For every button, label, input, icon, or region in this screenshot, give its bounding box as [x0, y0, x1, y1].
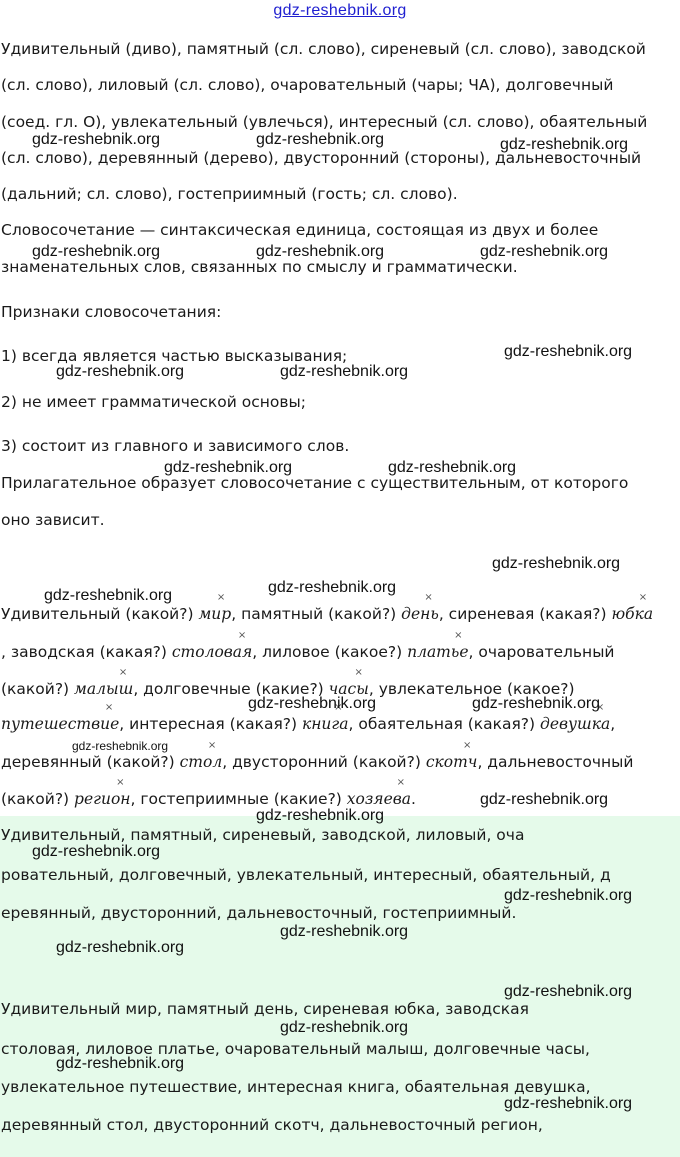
watermark: gdz-reshebnik.org: [280, 1019, 409, 1036]
noun-word: × юбка: [612, 605, 654, 623]
noun-word: × мир: [198, 605, 231, 623]
watermark: gdz-reshebnik.org: [500, 136, 629, 153]
noun-word: × регион: [74, 790, 130, 808]
definition-line-1: Словосочетание — синтаксическая единица, состоящая из двух и более: [1, 221, 599, 239]
watermark: gdz-reshebnik.org: [504, 343, 633, 360]
pair-line-3: (какой?) × малыш, долговечные (какие?) × часы, увлекательное (какое?): [1, 680, 575, 698]
block1-line-3: (соед. гл. О), увлекательный (увлечься), интересный (сл. слово), обаятельный: [1, 113, 648, 131]
watermark: gdz-reshebnik.org: [504, 1095, 633, 1112]
watermark: gdz-reshebnik.org: [164, 459, 293, 476]
answer1-line-2: ровательный, долговечный, увлекательный, интересный, обаятельный, д: [1, 866, 611, 884]
answer2-line-3: увлекательное путешествие, интересная книга, обаятельная девушка,: [1, 1078, 591, 1096]
block1-line-2: (сл. слово), лиловый (сл. слово), очаровательный (чары; ЧА), долговечный: [1, 76, 614, 94]
pair-line-4: × путешествие, интересная (какая?) × книга, обаятельная (какая?) × девушка,: [1, 715, 615, 733]
watermark: gdz-reshebnik.org: [504, 887, 633, 904]
pair-line-6: (какой?) × регион, гостеприимные (какие?) × хозяева.: [1, 790, 416, 808]
watermark: gdz-reshebnik.org: [504, 983, 633, 1000]
answer1-line-1: Удивительный, памятный, сиреневый, заводской, лиловый, оча: [1, 826, 525, 844]
answer2-line-1: Удивительный мир, памятный день, сиреневая юбка, заводская: [1, 1000, 529, 1018]
adj-note-line-2: оно зависит.: [1, 511, 105, 529]
answer1-line-3: еревянный, двусторонний, дальневосточный, гостеприимный.: [1, 904, 517, 922]
signs-title: Признаки словосочетания:: [1, 303, 222, 321]
watermark: gdz-reshebnik.org: [280, 363, 409, 380]
site-link[interactable]: gdz-reshebnik.org: [273, 2, 407, 19]
answer2-line-4: деревянный стол, двусторонний скотч, дальневосточный регион,: [1, 1116, 543, 1134]
noun-word: × малыш: [74, 680, 133, 698]
pair-line-5: деревянный (какой?) × стол, двусторонний (какой?) × скотч, дальневосточный: [1, 753, 633, 771]
adj-note-line-1: Прилагательное образует словосочетание с существительным, от которого: [1, 474, 629, 492]
watermark: gdz-reshebnik.org: [268, 579, 397, 596]
watermark: gdz-reshebnik.org: [480, 243, 609, 260]
noun-word: × хозяева: [347, 790, 411, 808]
watermark: gdz-reshebnik.org: [44, 587, 173, 604]
watermark: gdz-reshebnik.org: [56, 939, 185, 956]
watermark: gdz-reshebnik.org: [72, 739, 169, 753]
watermark: gdz-reshebnik.org: [256, 131, 385, 148]
noun-word: × столовая: [172, 643, 252, 661]
watermark: gdz-reshebnik.org: [56, 1055, 185, 1072]
noun-word: × часы: [329, 680, 369, 698]
definition-line-2: знаменательных слов, связанных по смыслу и грамматически.: [1, 258, 518, 276]
noun-word: × путешествие: [1, 715, 119, 733]
block1-line-4: (сл. слово), деревянный (дерево), двусторонний (стороны), дальневосточный: [1, 149, 642, 167]
watermark: gdz-reshebnik.org: [32, 243, 161, 260]
sign-1: 1) всегда является частью высказывания;: [1, 347, 348, 365]
answer2-line-2: столовая, лиловое платье, очаровательный малыш, долговечные часы,: [1, 1040, 590, 1058]
watermark: gdz-reshebnik.org: [472, 695, 601, 712]
noun-word: × скотч: [426, 753, 478, 771]
watermark: gdz-reshebnik.org: [480, 791, 609, 808]
block1-line-5: (дальний; сл. слово), гостеприимный (гость; сл. слово).: [1, 185, 458, 203]
pair-line-2: , заводская (какая?) × столовая, лиловое (какое?) × платье, очаровательный: [1, 643, 615, 661]
sign-3: 3) состоит из главного и зависимого слов.: [1, 437, 350, 455]
watermark: gdz-reshebnik.org: [280, 923, 409, 940]
noun-word: × платье: [407, 643, 468, 661]
watermark: gdz-reshebnik.org: [256, 807, 385, 824]
sign-2: 2) не имеет грамматической основы;: [1, 393, 306, 411]
watermark: gdz-reshebnik.org: [32, 131, 161, 148]
watermark: gdz-reshebnik.org: [388, 459, 517, 476]
watermark: gdz-reshebnik.org: [32, 843, 161, 860]
block1-line-1: Удивительный (диво), памятный (сл. слово), сиреневый (сл. слово), заводской: [1, 40, 646, 58]
pair-line-1: Удивительный (какой?) × мир, памятный (какой?) × день, сиреневая (какая?) × юбка: [1, 605, 653, 623]
watermark: gdz-reshebnik.org: [256, 243, 385, 260]
noun-word: × стол: [180, 753, 223, 771]
noun-word: × девушка: [540, 715, 610, 733]
watermark: gdz-reshebnik.org: [248, 695, 377, 712]
noun-word: × книга: [302, 715, 349, 733]
noun-word: × день: [401, 605, 439, 623]
watermark: gdz-reshebnik.org: [492, 555, 621, 572]
watermark: gdz-reshebnik.org: [56, 363, 185, 380]
